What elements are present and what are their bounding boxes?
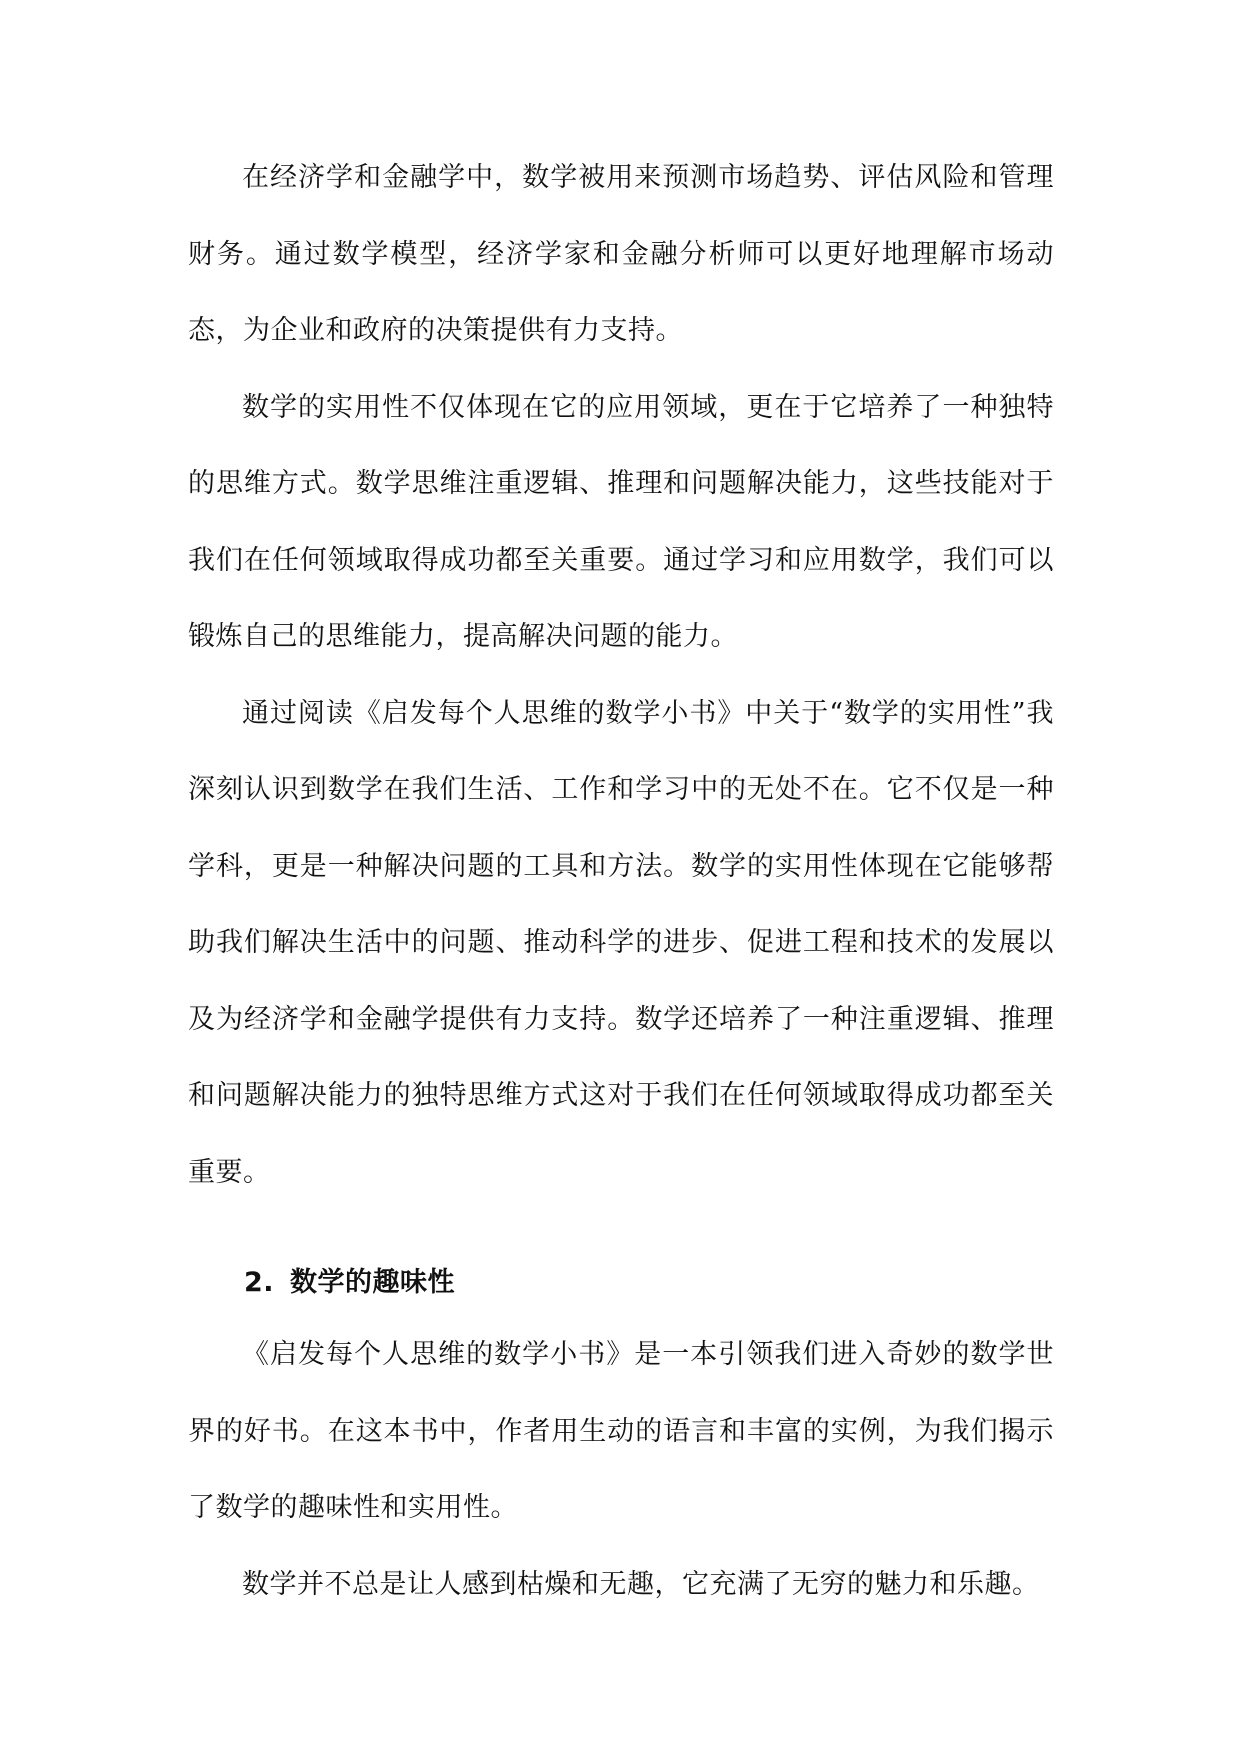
paragraph-summary: 通过阅读《启发每个人思维的数学小书》中关于“数学的实用性”我深刻认识到数学在我们生活、工作和学习中的无处不在。它不仅是一种学科，更是一种解决问题的工具和方法。数学的实用性体现在它能够帮助我们解决生活中的问题、推动科学的进步、促进工程和技术的发展以及为经济学和金融学提供有力支持。数学还培养了一种注重逻辑、推理和问题解决能力的独特思维方式这对于我们在任何领域取得成功都至关重要。	[188, 697, 1054, 1188]
paragraph-book-intro: 《启发每个人思维的数学小书》是一本引领我们进入奇妙的数学世界的好书。在这本书中，作者用生动的语言和丰富的实例，为我们揭示了数学的趣味性和实用性。	[188, 1339, 1054, 1523]
paragraph-fun: 数学并不总是让人感到枯燥和无趣，它充满了无穷的魅力和乐趣。	[242, 1568, 1040, 1600]
section-heading	[188, 1253, 1054, 1313]
section-title: 数学的趣味性	[290, 1267, 456, 1298]
paragraph-thinking: 数学的实用性不仅体现在它的应用领域，更在于它培养了一种独特的思维方式。数学思维注重逻辑、推理和问题解决能力，这些技能对于我们在任何领域取得成功都至关重要。通过学习和应用数学，我们可以锻炼自己的思维能力，提高解决问题的能力。	[188, 391, 1054, 652]
document-body	[188, 140, 1054, 1623]
section-number: 2.	[244, 1267, 275, 1298]
paragraph-economics: 在经济学和金融学中，数学被用来预测市场趋势、评估风险和管理财务。通过数学模型，经济学家和金融分析师可以更好地理解市场动态，为企业和政府的决策提供有力支持。	[188, 162, 1054, 346]
